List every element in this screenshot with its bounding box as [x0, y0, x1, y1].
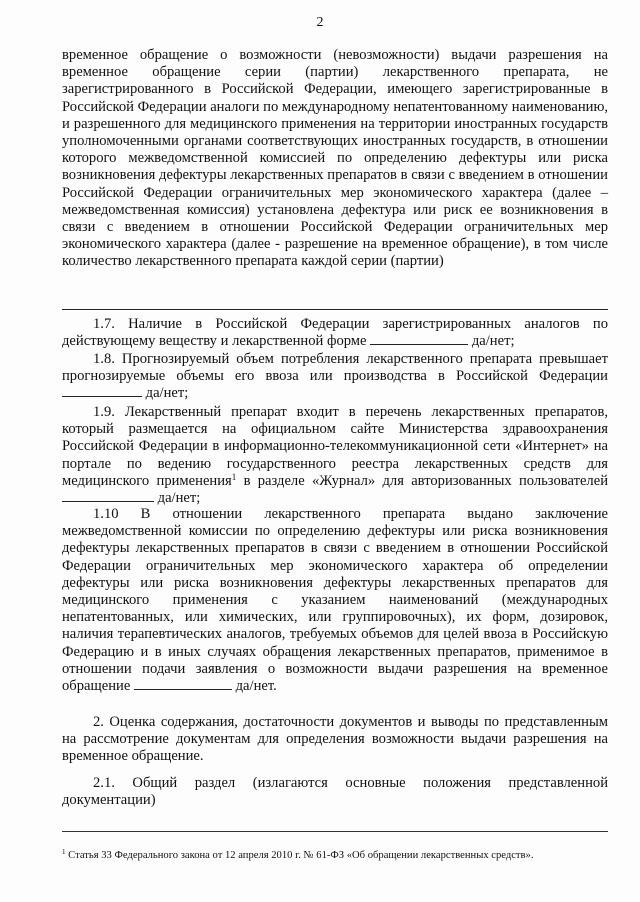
- item-1-9-answer: да/нет;: [157, 490, 201, 507]
- item-1-9-text-after: в разделе «Журнал» для авторизованных пользователей: [243, 472, 609, 489]
- item-1-9-text-before: 1.9. Лекарственный препарат входит в перечень лекарственных препаратов, который размещается на официальном сайте Министерства здравоохранения Российской Федерации в информационно-телекоммуникационной сети «Интернет» на портале по ведению государственного реестра лекарственных средств для медицинского применения: [62, 404, 608, 489]
- intro-paragraph: [62, 47, 608, 271]
- item-1-10-answer: да/нет.: [235, 678, 277, 695]
- section-2-1-text: 2.1. Общий раздел (излагаются основные положения представленной документации): [62, 775, 608, 809]
- footnote-text: Статья 33 Федерального закона от 12 апреля 2010 г. № 61-ФЗ «Об обращении лекарственных средств».: [68, 850, 534, 861]
- footnote-mark: 1: [62, 848, 66, 856]
- section-2-text: 2. Оценка содержания, достаточности документов и выводы по представленным на рассмотрение документам для определения возможности выдачи разрешения на временное обращение.: [62, 714, 608, 765]
- item-1-10: [62, 506, 608, 695]
- item-1-7-blank: [370, 333, 468, 345]
- item-1-9: [62, 404, 608, 507]
- separator-line: [62, 309, 608, 310]
- footnote-separator: [62, 831, 608, 832]
- footnote: [62, 849, 622, 862]
- item-1-7-text: 1.7. Наличие в Российской Федерации зарегистрированных аналогов по действующему веществу и лекарственной форме: [62, 316, 608, 350]
- section-2-1: [62, 775, 608, 809]
- item-1-8-answer: да/нет;: [145, 385, 189, 402]
- intro-paragraph-text: временное обращение о возможности (невозможности) выдачи разрешения на временное обращение серии (партии) лекарственного препарата, не зарегистрированного в Российской Федерации, имеющего зарегистрированные в Российской Федерации аналоги по международному непатентованному наименованию, и разрешенного для медицинского применения на территории иностранных государств уполномоченными органами соответствующих иностранных государств, в отношении которого межведомственной комиссией по определению дефектуры или риска возникновения дефектуры лекарственных препаратов в связи с введением в отношении Российской Федерации ограничительных мер экономического характера (далее – межведомственная комиссия) установлена дефектура или риск ее возникновения в связи с введением в отношении Российской Федерации ограничительных мер экономического характера (далее - разрешение на временное обращение), в том числе количество лекарственного препарата каждой серии (партии): [62, 47, 608, 270]
- item-1-8-text: 1.8. Прогнозируемый объем потребления лекарственного препарата превышает прогнозируемые объемы его ввоза или производства в Российской Федерации: [62, 351, 608, 385]
- item-1-7: [62, 316, 608, 350]
- item-1-10-text: 1.10 В отношении лекарственного препарата выдано заключение межведомственной комиссии по определению дефектуры или риска возникновения дефектуры лекарственных препаратов в связи с введением в отношении Российской Федерации ограничительных мер экономического характера об определении дефектуры или риска возникновения дефектуры лекарственных препаратов для медицинского применения с указанием наименований (международных непатентованных, или химических, или группировочных), их форм, дозировок, наличия терапевтических аналогов, требуемых объемов для целей ввоза в Российскую Федерацию и в иных случаях обращения лекарственных препаратов, применимое в отношении подачи заявления о возможности выдачи разрешения на временное обращение: [62, 506, 608, 695]
- item-1-8: [62, 351, 608, 403]
- section-2: [62, 714, 608, 766]
- item-1-10-blank: [134, 678, 232, 690]
- item-1-9-blank: [62, 490, 154, 502]
- item-1-7-answer: да/нет;: [471, 333, 515, 350]
- footnote-ref-mark: 1: [231, 471, 237, 482]
- item-1-8-blank: [62, 385, 142, 397]
- page-number: 2: [316, 15, 324, 30]
